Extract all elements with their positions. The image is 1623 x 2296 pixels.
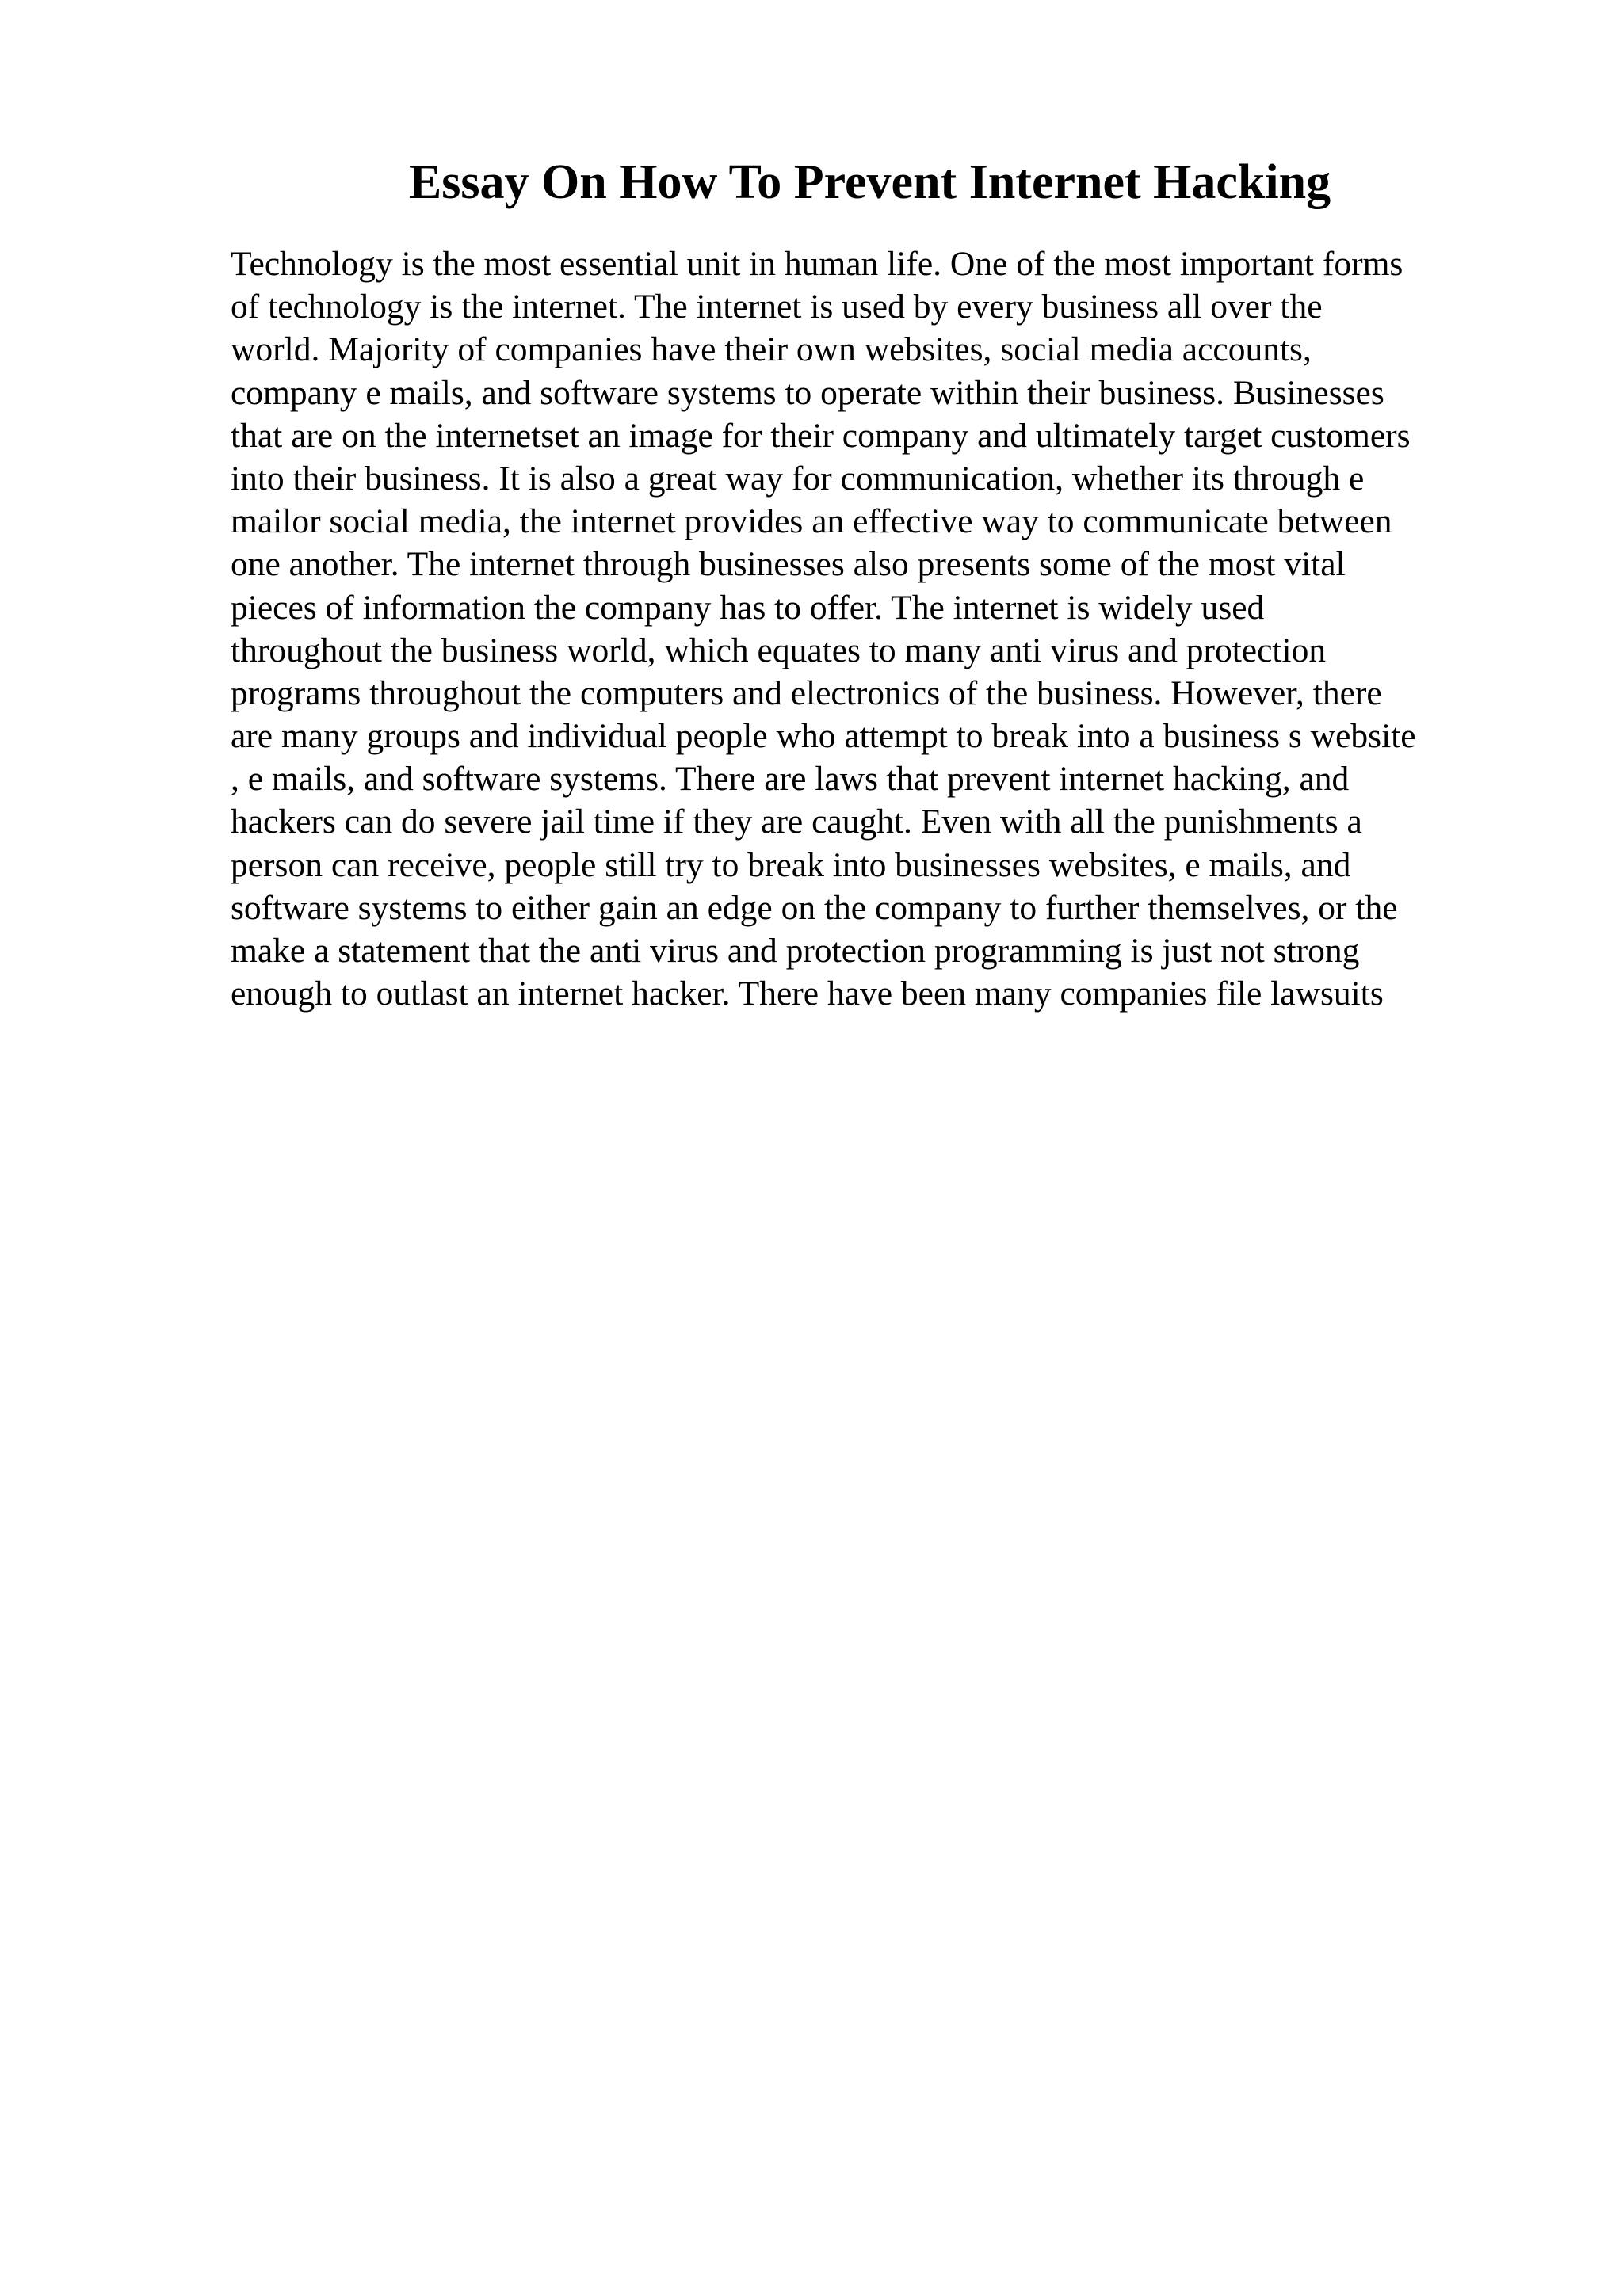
body-line: one another. The internet through businesses also presents some of the most vital — [231, 545, 1346, 584]
body-line: enough to outlast an internet hacker. There have been many companies file lawsuits — [231, 974, 1384, 1013]
body-line: into their business. It is also a great way for communication, whether its through e — [231, 459, 1365, 498]
body-line: , e mails, and software systems. There are laws that prevent internet hacking, and — [231, 760, 1350, 799]
body-line: are many groups and individual people who attempt to break into a business s website — [231, 717, 1416, 756]
body-line: hackers can do severe jail time if they are caught. Even with all the punishments a — [231, 803, 1362, 841]
body-line: company e mails, and software systems to operate within their business. Businesses — [231, 373, 1384, 412]
essay-body — [231, 242, 1514, 1015]
body-line: throughout the business world, which equates to many anti virus and protection — [231, 631, 1327, 669]
body-line: that are on the internetset an image for their company and ultimately target customers — [231, 416, 1411, 455]
body-line: person can receive, people still try to break into businesses websites, e mails, and — [231, 845, 1351, 884]
body-line: programs throughout the computers and electronics of the business. However, there — [231, 673, 1382, 712]
body-line: software systems to either gain an edge on the company to further themselves, or the — [231, 888, 1398, 927]
document-title: Essay On How To Prevent Internet Hacking — [408, 155, 1331, 209]
body-line: make a statement that the anti virus and protection programming is just not strong — [231, 932, 1360, 970]
body-line: world. Majority of companies have their own websites, social media accounts, — [231, 330, 1312, 369]
body-line: of technology is the internet. The internet is used by every business all over the — [231, 288, 1323, 326]
body-line: pieces of information the company has to offer. The internet is widely used — [231, 588, 1265, 627]
body-line: mailor social media, the internet provides an effective way to communicate between — [231, 502, 1392, 541]
body-line: Technology is the most essential unit in human life. One of the most important forms — [231, 245, 1403, 283]
